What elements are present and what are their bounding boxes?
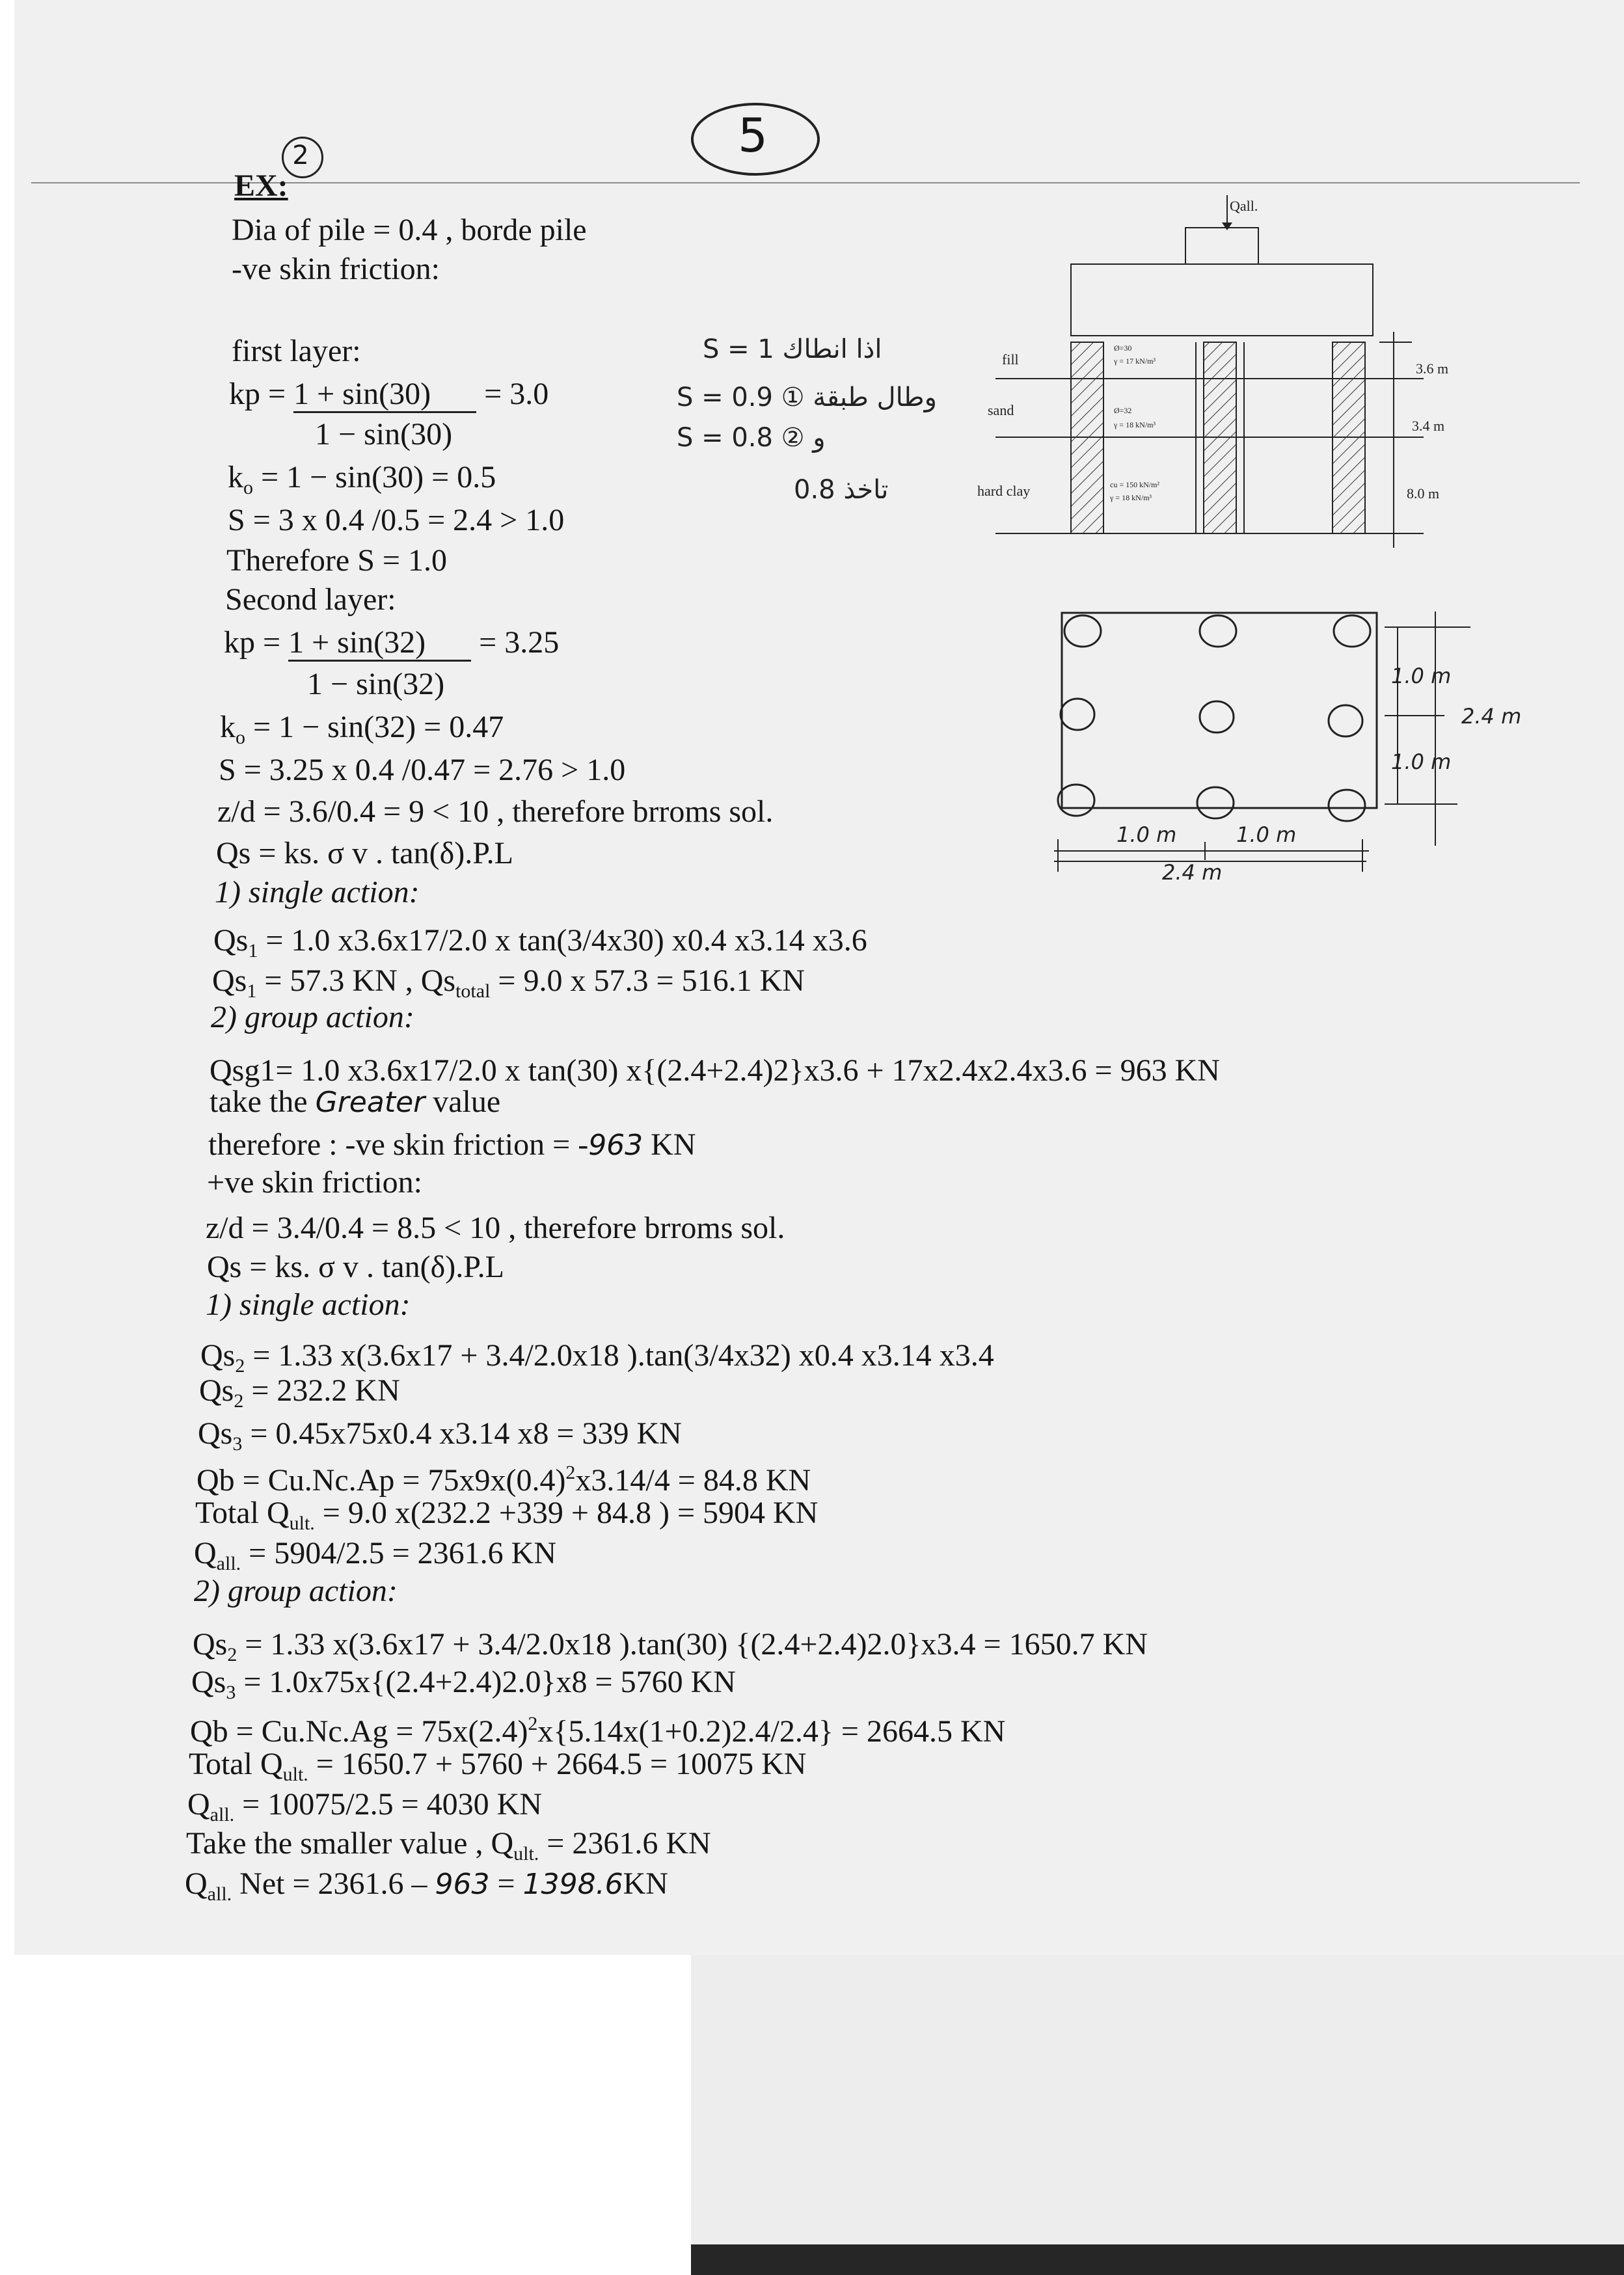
ko-second-layer [220, 709, 504, 756]
arabic-note-4: تاخذ 0.8 [794, 475, 889, 505]
arabic-note-1: اذا انطاك S = 1 [703, 334, 882, 364]
load-label: Qall. [1230, 198, 1258, 214]
total-q-label: Total Q [189, 1747, 283, 1781]
take-smaller-value: = 2361.6 KN [547, 1826, 711, 1861]
plan-dim-bottom-overall: 2.4 m [1162, 860, 1223, 885]
ult-subscript: ult. [513, 1843, 539, 1864]
qs-subscript: 3 [232, 1433, 243, 1455]
qs-subscript: 2 [234, 1390, 244, 1412]
qs-subscript: 3 [226, 1682, 236, 1703]
arabic-note-2: وطال طبقة ① S = 0.9 [677, 383, 937, 412]
pile-circle [1064, 615, 1101, 647]
scan-lower-area [691, 1955, 1624, 2244]
total-qult-group-value: = 1650.7 + 5760 + 2664.5 = 10075 KN [316, 1747, 807, 1781]
pile-circle [1329, 790, 1365, 821]
pile-cap-plan [1062, 613, 1377, 808]
qs2-value: = 232.2 KN [251, 1373, 400, 1408]
qs3-group-calc [191, 1664, 736, 1711]
value-word: value [433, 1084, 501, 1119]
ko-first-layer [228, 459, 496, 506]
pile-circle [1334, 615, 1370, 647]
example-title: EX: [234, 168, 288, 203]
neg-skin-result-label: therefore : -ve skin friction = - [208, 1127, 589, 1162]
kp-symbol: kp = [229, 377, 294, 411]
pile-middle [1204, 342, 1236, 533]
plan-dim-right-2: 1.0 m [1391, 749, 1452, 774]
pile-circle [1200, 701, 1234, 733]
qsg1-calc: Qsg1= 1.0 x3.6x17/2.0 x tan(30) x{(2.4+2.4)2}x3.6 + 17x2.4x2.4x3.6 = 963 KN [210, 1053, 1220, 1088]
q-symbol: Q [187, 1787, 210, 1822]
fill-gamma: γ = 17 kN/m³ [1114, 357, 1156, 366]
qall-net-line [185, 1866, 668, 1913]
pile-right [1333, 342, 1365, 533]
depth-sand: 3.4 m [1412, 418, 1445, 434]
depth-clay: 8.0 m [1407, 485, 1440, 502]
qb-expression: Qb = Cu.Nc.Ap = 75x9x(0.4) [196, 1463, 566, 1498]
s-therefore: Therefore S = 1.0 [226, 543, 447, 578]
qs-subscript: 2 [227, 1644, 237, 1665]
q-symbol: Q [185, 1866, 208, 1901]
kp-symbol: kp = [224, 625, 289, 660]
qs-symbol: Qs [213, 923, 249, 958]
qb-result: x3.14/4 = 84.8 KN [575, 1463, 811, 1498]
take-smaller-label: Take the smaller value , Q [186, 1826, 514, 1861]
k-symbol: k [228, 460, 243, 494]
neg-skin-friction-heading: -ve skin friction: [232, 252, 440, 286]
all-subscript: all. [216, 1553, 241, 1574]
clay-gamma: γ = 18 kN/m³ [1110, 493, 1152, 502]
qs-symbol: Qs [198, 1416, 233, 1451]
total-qult-value: = 9.0 x(232.2 +339 + 84.8 ) = 5904 KN [322, 1496, 819, 1530]
qs2-expression: = 1.33 x(3.6x17 + 3.4/2.0x18 ).tan(3/4x32) x0.4 x3.14 x3.4 [252, 1338, 994, 1373]
plan-dim-bottom-1: 1.0 m [1116, 822, 1177, 847]
plan-dim-right-overall: 2.4 m [1461, 704, 1522, 729]
qb-group-expression: Qb = Cu.Nc.Ag = 75x(2.4) [190, 1714, 528, 1749]
k-symbol: k [220, 710, 236, 744]
kp-denominator: 1 − sin(32) [307, 667, 445, 701]
take-the: take the [210, 1084, 308, 1119]
all-subscript: all. [207, 1883, 232, 1905]
qs-subscript: 2 [235, 1355, 245, 1377]
zd-check-2: z/d = 3.4/0.4 = 8.5 < 10 , therefore brroms sol. [206, 1211, 785, 1245]
qs1-expression: = 1.0 x3.6x17/2.0 x tan(3/4x30) x0.4 x3.14 x3.6 [265, 923, 867, 958]
neg-skin-unit: KN [651, 1127, 696, 1162]
superscript-2: 2 [528, 1713, 538, 1734]
layer-label-fill: fill [1002, 351, 1019, 368]
pile-circle [1200, 615, 1236, 647]
equals-sign: = [497, 1866, 515, 1901]
ult-subscript: ult. [289, 1513, 315, 1534]
qs-subscript: 1 [248, 940, 258, 962]
single-action-heading-1: 1) single action: [215, 875, 420, 909]
page-number: 5 [738, 108, 768, 163]
qs3-expression: = 0.45x75x0.4 x3.14 x8 = 339 KN [250, 1416, 682, 1451]
kp-first-layer [229, 376, 548, 412]
kp-denominator: 1 − sin(30) [315, 417, 453, 451]
pile-circle [1329, 705, 1362, 736]
qs-total-subscript: total [455, 980, 491, 1002]
kp-result: = 3.0 [484, 377, 549, 411]
second-layer-heading: Second layer: [225, 582, 396, 617]
qs-subscript: 1 [247, 980, 257, 1002]
sand-phi: Ø=32 [1114, 406, 1132, 415]
pos-skin-friction-heading: +ve skin friction: [207, 1165, 423, 1200]
zd-check-1: z/d = 3.6/0.4 = 9 < 10 , therefore brroms sol. [217, 794, 774, 829]
sand-gamma: γ = 18 kN/m³ [1114, 420, 1156, 429]
qs-symbol: Qs [191, 1665, 226, 1699]
pile-circle [1061, 699, 1094, 730]
kp-second-layer [224, 625, 559, 661]
qs3-group-expression: = 1.0x75x{(2.4+2.4)2.0}x8 = 5760 KN [243, 1665, 736, 1699]
neg-skin-result [208, 1127, 696, 1164]
layer-label-sand: sand [988, 402, 1014, 418]
qs2-result [199, 1373, 400, 1420]
ko-value: = 1 − sin(30) = 0.5 [261, 460, 496, 494]
pile-elevation-figure [989, 189, 1470, 559]
qs-symbol: Qs [200, 1338, 236, 1373]
superscript-2: 2 [565, 1462, 576, 1483]
qall-group-value: = 10075/2.5 = 4030 KN [242, 1787, 542, 1822]
total-q-label: Total Q [195, 1496, 290, 1530]
qs-symbol: Qs [212, 963, 247, 998]
pile-left [1071, 342, 1103, 533]
k-subscript: o [236, 727, 245, 748]
scan-edge [691, 2244, 1624, 2275]
plan-dim-bottom-2: 1.0 m [1236, 822, 1297, 847]
net-result-unit: KN [623, 1866, 668, 1901]
qall-net-label: Net = 2361.6 – [239, 1866, 427, 1901]
single-action-heading-2: 1) single action: [206, 1287, 411, 1322]
column-stub [1185, 228, 1258, 264]
fill-phi: Ø=30 [1114, 343, 1132, 353]
qb-group-result: x{5.14x(1+0.2)2.4/2.4} = 2664.5 KN [537, 1714, 1006, 1749]
ko-value: = 1 − sin(32) = 0.47 [253, 710, 504, 744]
s-second-layer: S = 3.25 x 0.4 /0.47 = 2.76 > 1.0 [219, 753, 626, 787]
qs-formula-1: Qs = ks. σ v . tan(δ).P.L [216, 836, 513, 870]
ult-subscript: ult. [282, 1764, 308, 1785]
qs-formula-2: Qs = ks. σ v . tan(δ).P.L [207, 1250, 504, 1284]
net-result-handwritten: 1398.6 [522, 1868, 623, 1901]
example-number: 2 [292, 141, 309, 170]
kp-numerator: 1 + sin(32) [288, 625, 471, 662]
qs-total-value: = 9.0 x 57.3 = 516.1 KN [498, 963, 805, 998]
plan-dim-right-1: 1.0 m [1391, 664, 1452, 688]
qs1-value: = 57.3 KN , Qs [264, 963, 456, 998]
s-first-layer: S = 3 x 0.4 /0.5 = 2.4 > 1.0 [228, 503, 565, 537]
qs-symbol: Qs [193, 1627, 228, 1662]
qs-symbol: Qs [199, 1373, 234, 1408]
clay-cu: cu = 150 kN/m² [1110, 480, 1160, 489]
k-subscript: o [243, 477, 253, 498]
qall-single-value: = 5904/2.5 = 2361.6 KN [249, 1536, 556, 1570]
take-greater-line [210, 1084, 500, 1121]
q-symbol: Q [194, 1536, 217, 1570]
qb-single [196, 1455, 811, 1499]
kp-result: = 3.25 [479, 625, 560, 660]
all-subscript: all. [210, 1804, 235, 1825]
pile-circle [1197, 787, 1234, 818]
pile-circle [1058, 785, 1094, 816]
depth-fill: 3.6 m [1416, 360, 1449, 377]
layer-label-clay: hard clay [977, 483, 1031, 499]
kp-numerator: 1 + sin(30) [293, 377, 476, 413]
arabic-note-3: و ② S = 0.8 [677, 423, 826, 453]
qs2-group-expression: = 1.33 x(3.6x17 + 3.4/2.0x18 ).tan(30) {(2.4+2.4)2.0}x3.4 = 1650.7 KN [245, 1627, 1148, 1662]
pile-cap [1071, 264, 1373, 336]
neg-963-handwritten: 963 [588, 1129, 643, 1162]
group-action-heading-1: 2) group action: [211, 1000, 414, 1034]
load-arrowhead [1222, 222, 1232, 230]
group-action-heading-2: 2) group action: [194, 1574, 398, 1608]
first-layer-heading: first layer: [232, 334, 361, 368]
pile-description: Dia of pile = 0.4 , borde pile [232, 213, 587, 247]
greater-handwritten: Greater [315, 1086, 426, 1119]
neg-963-handwritten: 963 [435, 1868, 490, 1901]
qb-group [190, 1706, 1005, 1750]
